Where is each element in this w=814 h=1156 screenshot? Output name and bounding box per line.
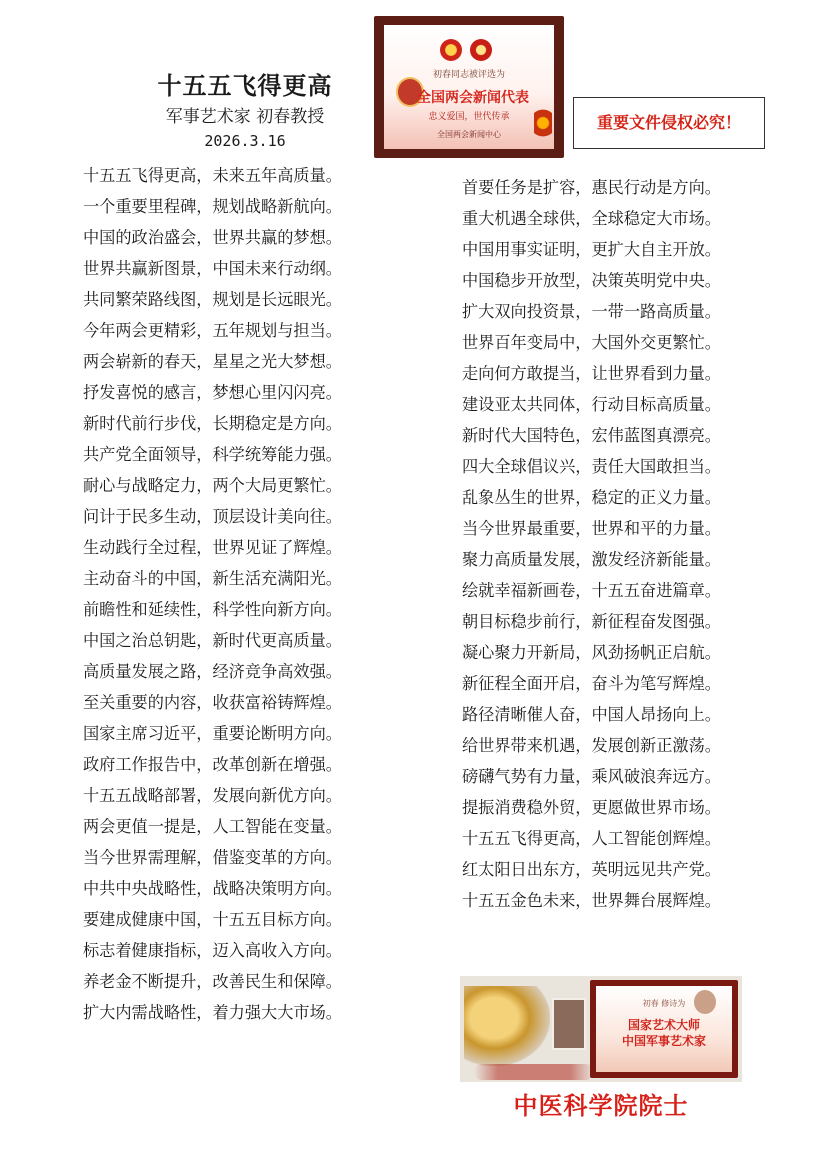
poem-line: 红太阳日出东方，英明远见共产党。 [462,860,721,879]
poem-line: 耐心与战略定力，两个大局更繁忙。 [83,476,342,495]
poem-line: 世界百年变局中，大国外交更繁忙。 [462,333,721,352]
poem-line: 当今世界需理解，借鉴变革的方向。 [83,848,342,867]
plaque-top-sub-text: 忠义爱国，世代传承 [428,112,510,122]
poem-left-column [83,160,342,1028]
poem-line: 要建成健康中国，十五五目标方向。 [83,910,342,929]
poem-line: 路径清晰催人奋，中国人昂扬向上。 [462,705,721,724]
plaque-top-small-text: 初春同志被评选为 [432,70,505,80]
poem-line: 共同繁荣路线图，规划是长远眼光。 [83,290,342,309]
certificate-panel [596,986,732,1072]
certificate-frame [590,980,738,1078]
poem-line: 绘就幸福新画卷，十五五奋进篇章。 [462,581,721,600]
award-plaque-top [374,16,564,158]
poem-line: 标志着健康指标，迈入高收入方向。 [83,941,342,960]
poem-line: 凝心聚力开新局，风劲扬帆正启航。 [462,643,721,662]
national-emblem-icon [440,39,462,61]
poem-title: 十五五飞得更高 [157,72,333,100]
poem-line: 建设亚太共同体，行动目标高质量。 [462,395,721,414]
poem-line: 当今世界最重要，世界和平的力量。 [462,519,721,538]
poem-line: 中国的政治盛会，世界共赢的梦想。 [83,228,342,247]
poem-line: 至关重要的内容，收获富裕铸辉煌。 [83,693,342,712]
poem-line: 高质量发展之路，经济竞争高效强。 [83,662,342,681]
poem-line: 首要任务是扩容，惠民行动是方向。 [462,178,721,197]
poem-line: 两会崭新的春天，星星之光大梦想。 [83,352,342,371]
poem-line: 主动奋斗的中国，新生活充满阳光。 [83,569,342,588]
portrait-photo [552,998,586,1050]
poem-line: 提振消费稳外贸，更愿做世界市场。 [462,798,721,817]
poem-line: 给世界带来机遇，发展创新正激荡。 [462,736,721,755]
poem-line: 十五五金色未来，世界舞台展辉煌。 [462,891,721,910]
poem-line: 重大机遇全球供，全球稳定大市场。 [462,209,721,228]
poem-line: 十五五飞得更高，未来五年高质量。 [83,166,342,185]
poem-line: 四大全球倡议兴，责任大国敢担当。 [462,457,721,476]
poem-line: 养老金不断提升，改善民生和保障。 [83,972,342,991]
poem-line: 共产党全面领导，科学统筹能力强。 [83,445,342,464]
poem-line: 扩大双向投资景，一带一路高质量。 [462,302,721,321]
poem-line: 乱象丛生的世界，稳定的正义力量。 [462,488,721,507]
poem-line: 中共中央战略性，战略决策明方向。 [83,879,342,898]
plaque-top-main-text: 全国两会新闻代表 [417,90,529,106]
poem-line: 十五五战略部署，发展向新优方向。 [83,786,342,805]
cppcc-emblem-icon [470,39,492,61]
poem-right-column [462,172,721,916]
poem-line: 走向何方敢提当，让世界看到力量。 [462,364,721,383]
poem-date: 2026.3.16 [204,132,286,150]
plaque-top-bottom-text: 全国两会新闻中心 [437,130,501,139]
poem-line: 扩大内需战略性，着力强大大市场。 [83,1003,342,1022]
certificate-small-text: 初春 修诗为 [642,999,686,1008]
copyright-notice: 重要文件侵权必究！ [573,97,765,149]
certificate-title-line2: 中国军事艺术家 [621,1034,706,1048]
poem-line: 中国稳步开放型，决策英明党中央。 [462,271,721,290]
poem-line: 一个重要里程碑，规划战略新航向。 [83,197,342,216]
poem-line: 两会更值一提是，人工智能在变量。 [83,817,342,836]
poem-line: 问计于民多生动，顶层设计美向往。 [83,507,342,526]
poem-author: 军事艺术家 初春教授 [165,107,325,127]
certificate-title-line1: 国家艺术大师 [627,1018,700,1032]
poem-line: 中国之治总钥匙，新时代更高质量。 [83,631,342,650]
poem-line: 聚力高质量发展，激发经济新能量。 [462,550,721,569]
poem-line: 中国用事实证明，更扩大自主开放。 [462,240,721,259]
poem-line: 今年两会更精彩，五年规划与担当。 [83,321,342,340]
poem-line: 新时代前行步伐，长期稳定是方向。 [83,414,342,433]
poem-line: 前瞻性和延续性，科学性向新方向。 [83,600,342,619]
poem-line: 国家主席习近平，重要论断明方向。 [83,724,342,743]
poem-line: 新征程全面开启，奋斗为笔写辉煌。 [462,674,721,693]
poem-line: 世界共赢新图景，中国未来行动纲。 [83,259,342,278]
poem-line: 抒发喜悦的感言，梦想心里闪闪亮。 [83,383,342,402]
poem-line: 磅礴气势有力量，乘风破浪奔远方。 [462,767,721,786]
award-plaque-top-panel [384,25,554,149]
poem-line: 十五五飞得更高，人工智能创辉煌。 [462,829,721,848]
calligraphy-signature-icon [474,1064,594,1080]
poem-line: 生动践行全过程，世界见证了辉煌。 [83,538,342,557]
flower-decoration-icon [534,103,552,143]
award-plaque-bottom [460,976,742,1082]
poem-line: 朝目标稳步前行，新征程奋发图强。 [462,612,721,631]
academician-caption: 中医科学院院士 [513,1092,689,1120]
poem-line: 政府工作报告中，改革创新在增强。 [83,755,342,774]
poem-line: 新时代大国特色，宏伟蓝图真漂亮。 [462,426,721,445]
bugle-icon [464,986,550,1066]
